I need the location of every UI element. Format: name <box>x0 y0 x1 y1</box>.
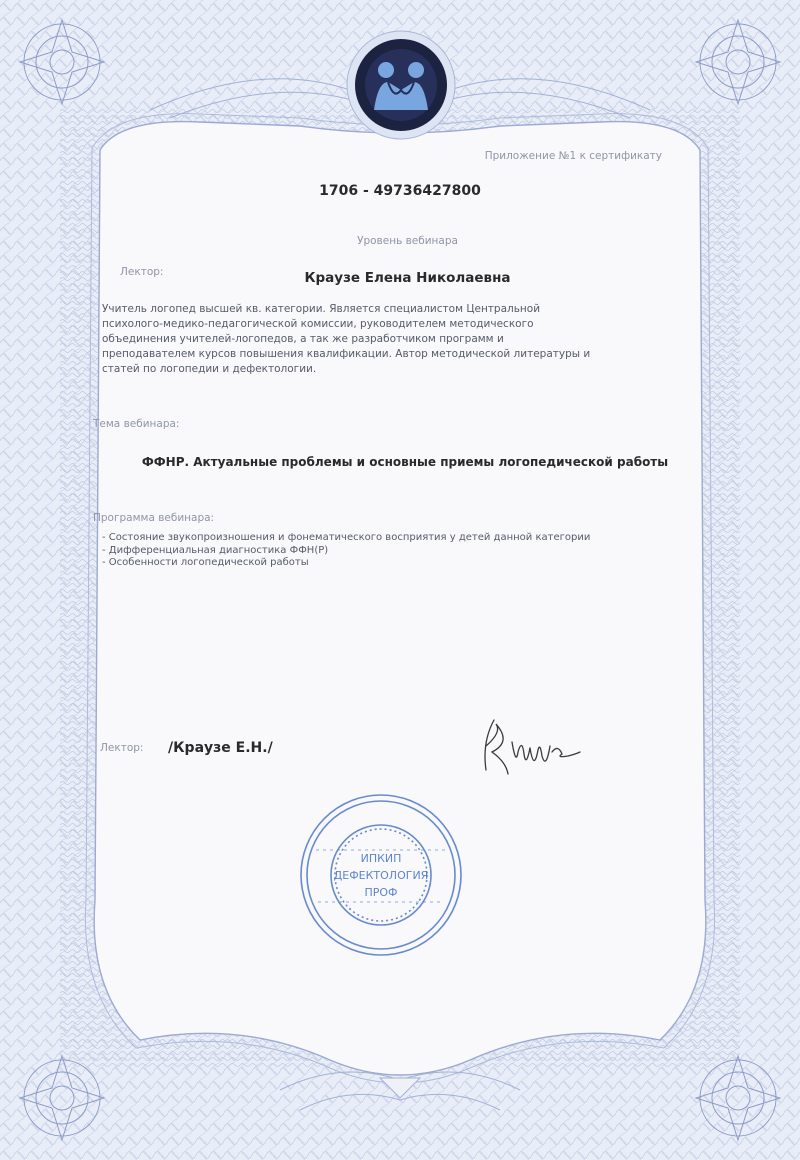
webinar-topic: ФФНР. Актуальные проблемы и основные приемы логопедической работы <box>141 455 669 469</box>
organization-emblem <box>346 30 456 140</box>
topic-label: Тема вебинара: <box>93 418 180 430</box>
bio-line: преподавателем курсов повышения квалификации. Автор методической литературы и <box>102 348 591 360</box>
stamp-line: ПРОФ <box>364 886 398 899</box>
stamp-line: ИПКИП <box>360 852 402 865</box>
program-item: - Дифференциальная диагностика ФФН(Р) <box>102 544 329 556</box>
webinar-level-label: Уровень вебинара <box>357 235 458 247</box>
official-stamp <box>296 790 466 960</box>
bio-line: Учитель логопед высшей кв. категории. Является специалистом Центральной <box>102 303 541 315</box>
stamp-line: ДЕФЕКТОЛОГИЯ <box>333 869 429 882</box>
appendix-note: Приложение №1 к сертификату <box>484 150 662 162</box>
bio-line: статей по логопедии и дефектологии. <box>102 363 317 375</box>
bio-line: объединения учителей-логопедов, а так же разработчиком программ и <box>102 333 504 345</box>
handwritten-signature <box>472 712 582 782</box>
program-item: - Состояние звукопроизношения и фонематического восприятия у детей данной категории <box>102 532 591 543</box>
certificate-number: 1706 - 49736427800 <box>319 183 481 199</box>
signature-name: /Краузе Е.Н./ <box>168 740 273 756</box>
signature-label: Лектор: <box>100 742 144 754</box>
lector-label: Лектор: <box>120 266 164 278</box>
program-label: Программа вебинара: <box>93 512 215 524</box>
program-item: - Особенности логопедической работы <box>102 557 309 568</box>
bio-line: психолого-медико-педагогической комиссии, руководителем методического <box>102 318 534 330</box>
lector-name: Краузе Елена Николаевна <box>304 270 511 286</box>
lector-bio <box>102 302 602 377</box>
program-list <box>102 532 590 570</box>
